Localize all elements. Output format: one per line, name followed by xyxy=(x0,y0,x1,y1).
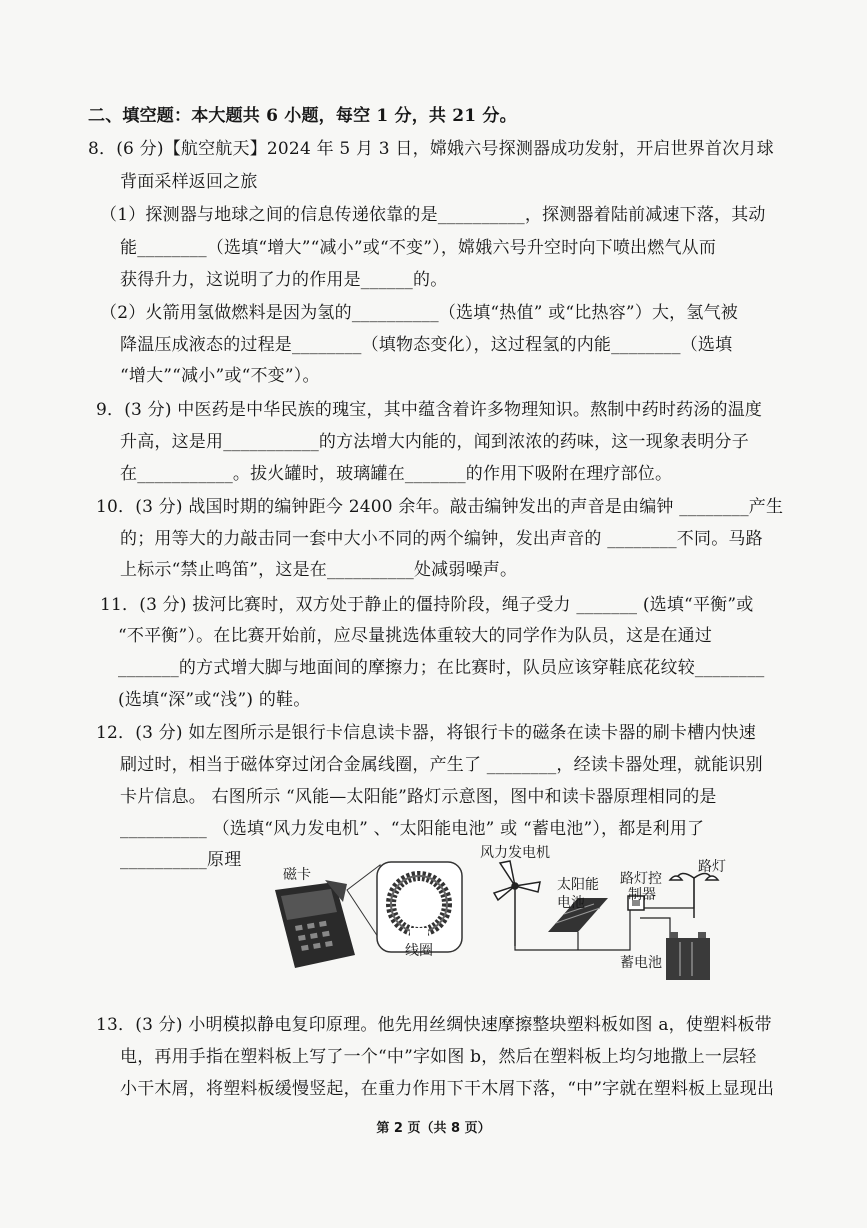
q8-line-1: 8．(6 分)【航空航天】2024 年 5 月 3 日，嫦娥六号探测器成功发射，开启世界首次月球 xyxy=(88,139,774,159)
q8-line-3: （1）探测器与地球之间的信息传递依靠的是__________，探测器着陆前减速下落，其动 xyxy=(100,205,766,225)
storage-battery xyxy=(666,932,710,980)
q9-line-2: 升高，这是用___________的方法增大内能的，闻到浓浓的药味，这一现象表明分子 xyxy=(120,432,749,452)
q12-line-5: __________原理 xyxy=(120,850,242,870)
q13-line-3: 小干木屑，将塑料板缓慢竖起，在重力作用下干木屑下落，“中”字就在塑料板上显现出 xyxy=(120,1079,775,1099)
q11-line-4: (选填“深”或“浅”) 的鞋。 xyxy=(118,690,311,710)
q10-line-1: 10．(3 分) 战国时期的编钟距今 2400 余年。敲击编钟发出的声音是由编钟 ________产生 xyxy=(96,497,784,517)
street-lamp-label: 路灯 xyxy=(698,859,726,875)
solar-cell-label-2: 电池 xyxy=(557,895,585,911)
q13-line-1: 13．(3 分) 小明模拟静电复印原理。他先用丝绸快速摩擦整块塑料板如图 a，使塑料板带 xyxy=(96,1015,772,1035)
q12-line-2: 刷过时，相当于磁体穿过闭合金属线圈，产生了 ________，经读卡器处理，就能识别 xyxy=(120,755,763,775)
q8-line-4: 能________（选填“增大”“减小”或“不变”），嫦娥六号升空时向下喷出燃气从而 xyxy=(120,238,717,258)
q8-line-7: 降温压成液态的过程是________（填物态变化），这过程氢的内能________（选填 xyxy=(120,335,733,355)
q12-line-3: 卡片信息。 右图所示 “风能—太阳能”路灯示意图，图中和读卡器原理相同的是 xyxy=(120,787,717,807)
q8-line-8: “增大”“减小”或“不变”）。 xyxy=(120,366,320,386)
q11-line-2: “不平衡”）。在比赛开始前，应尽量挑选体重较大的同学作为队员，这是在通过 xyxy=(118,626,713,646)
q9-line-1: 9．(3 分) 中医药是中华民族的瑰宝，其中蕴含着许多物理知识。熬制中药时药汤的温度 xyxy=(96,400,763,420)
q10-line-2: 的；用等大的力敲击同一套中大小不同的两个编钟，发出声音的 ________不同。马路 xyxy=(120,529,763,549)
q9-line-3: 在___________。拔火罐时，玻璃罐在_______的作用下吸附在理疗部位。 xyxy=(120,464,673,484)
q8-line-5: 获得升力，这说明了力的作用是______的。 xyxy=(120,270,448,290)
page-number: 第 2 页（共 8 页） xyxy=(376,1121,491,1136)
q8-line-2: 背面采样返回之旅 xyxy=(120,172,258,192)
controller-label-1: 路灯控 xyxy=(620,871,662,887)
controller-label-2: 制器 xyxy=(628,887,656,903)
q10-line-3: 上标示“禁止鸣笛”，这是在__________处减弱噪声。 xyxy=(120,560,518,580)
q12-line-4: __________ （选填“风力发电机” 、“太阳能电池” 或 “蓄电池”），都是利用了 xyxy=(120,819,705,839)
section-title: 二、填空题：本大题共 6 小题，每空 1 分，共 21 分。 xyxy=(88,106,517,126)
street-lamp-figure xyxy=(480,838,740,988)
street-lamp xyxy=(670,873,718,918)
q13-line-2: 电，再用手指在塑料板上写了一个“中”字如图 b，然后在塑料板上均匀地撒上一层轻 xyxy=(120,1047,757,1067)
card-label: 磁卡 xyxy=(283,867,311,883)
q11-line-1: 11．(3 分) 拔河比赛时，双方处于静止的僵持阶段，绳子受力 _______ (选填“平衡”或 xyxy=(100,595,754,615)
wind-turbine xyxy=(494,861,540,946)
q11-line-3: _______的方式增大脚与地面间的摩擦力；在比赛时，队员应该穿鞋底花纹较________ xyxy=(118,658,765,678)
q12-line-1: 12．(3 分) 如左图所示是银行卡信息读卡器，将银行卡的磁条在读卡器的刷卡槽内快速 xyxy=(96,723,756,743)
q8-line-6: （2）火箭用氢做燃料是因为氢的__________（选填“热值” 或“比热容”）大，氢气被 xyxy=(100,303,738,323)
coil-label: 线圈 xyxy=(405,943,433,959)
solar-cell-label-1: 太阳能 xyxy=(557,877,599,893)
card-reader-figure xyxy=(265,860,465,975)
wind-generator-label: 风力发电机 xyxy=(480,845,550,861)
zoom-lines xyxy=(347,865,380,940)
battery-label: 蓄电池 xyxy=(620,955,662,971)
